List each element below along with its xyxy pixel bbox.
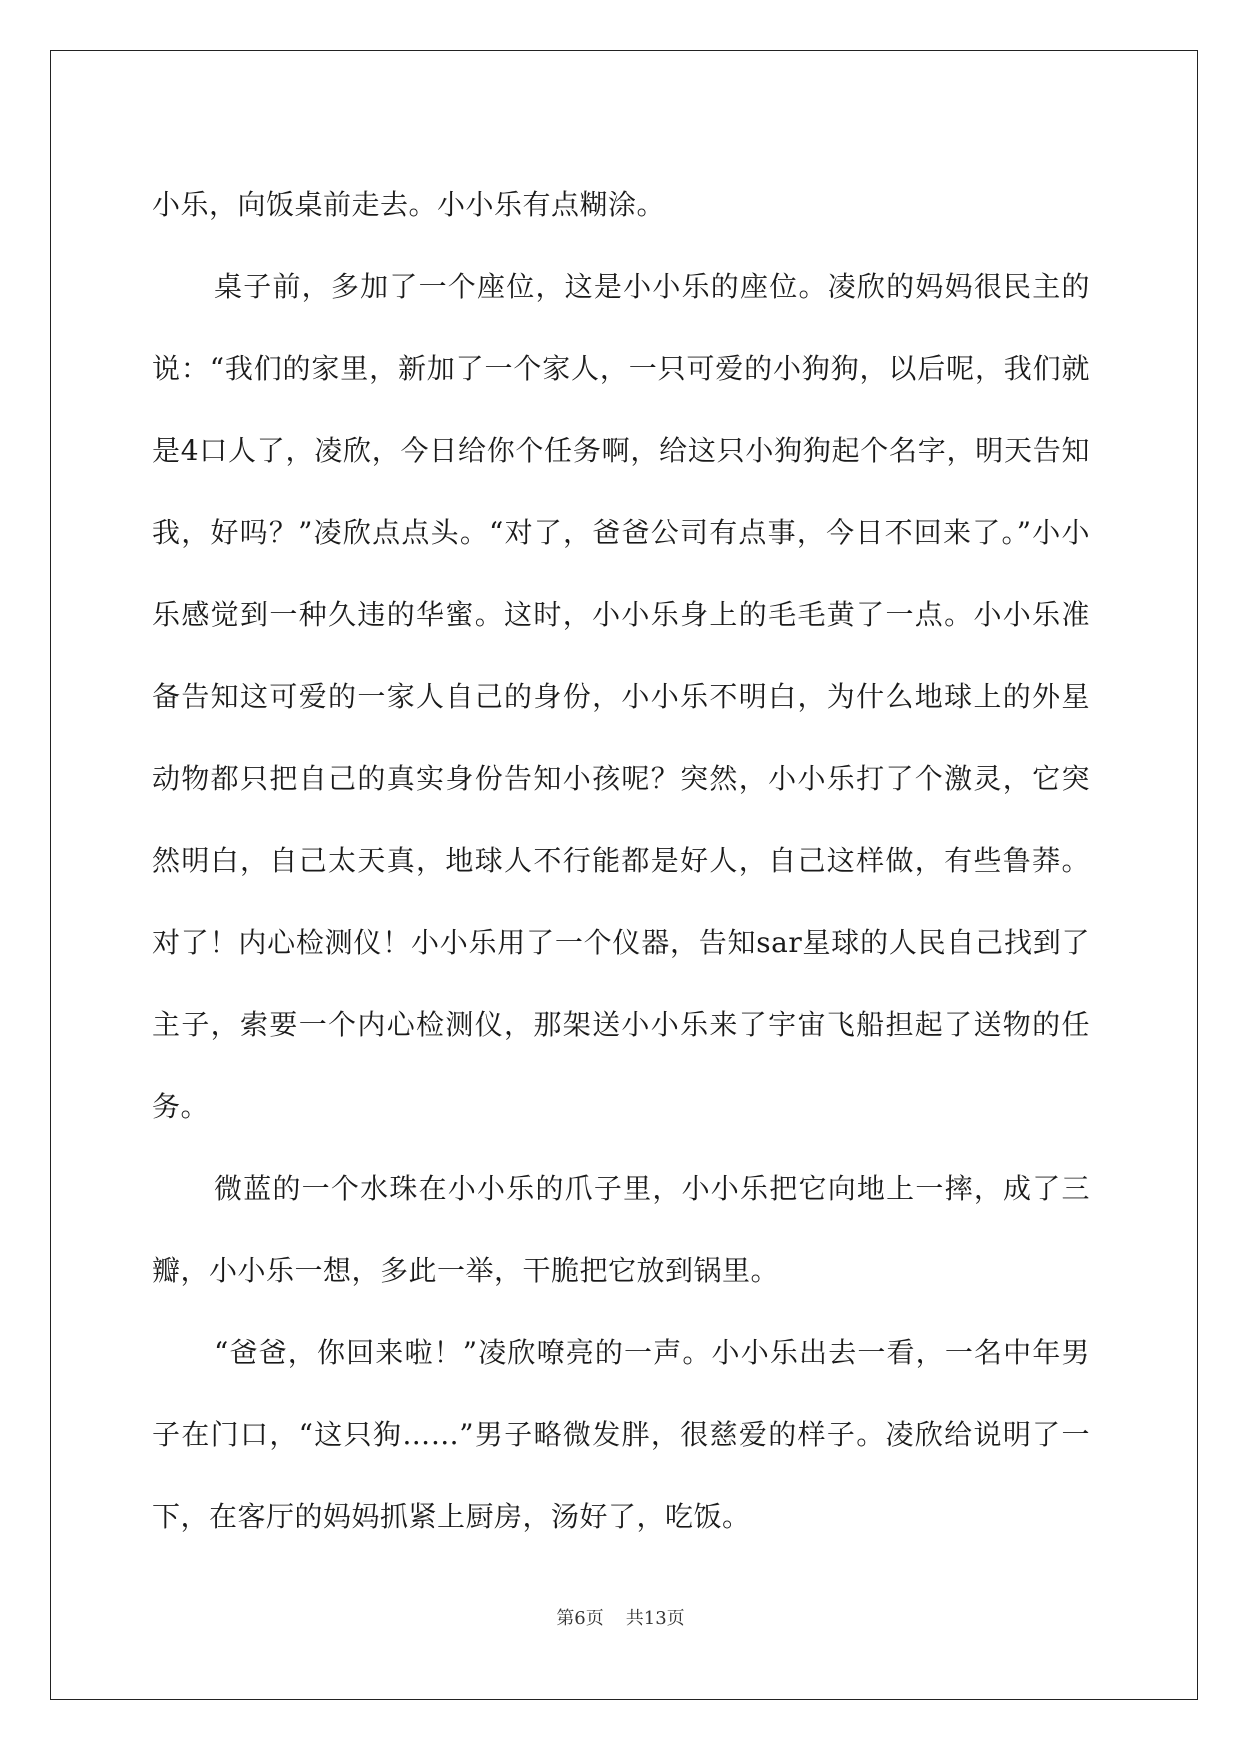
paragraph-2: 桌子前，多加了一个座位，这是小小乐的座位。凌欣的妈妈很民主的说：“我们的家里，新加了一个家人，一只可爱的小狗狗，以后呢，我们就是4口人了，凌欣，今日给你个任务啊，给这只小狗狗起个名字，明天告知我，好吗？”凌欣点点头。“对了，爸爸公司有点事，今日不回来了。”小小乐感觉到一种久违的华蜜。这时，小小乐身上的毛毛黄了一点。小小乐准备告知这可爱的一家人自己的身份，小小乐不明白，为什么地球上的外星动物都只把自己的真实身份告知小孩呢？突然，小小乐打了个激灵，它突然明白，自己太天真，地球人不行能都是好人，自己这样做，有些鲁莽。对了！内心检测仪！小小乐用了一个仪器，告知sar星球的人民自己找到了主子，索要一个内心检测仪，那架送小小乐来了宇宙飞船担起了送物的任务。 <box>152 270 1090 1123</box>
page-number-total: 共13页 <box>625 1608 685 1629</box>
page-footer <box>0 1607 1241 1631</box>
page-number-current: 第6页 <box>556 1608 604 1629</box>
paragraph-4: “爸爸，你回来啦！”凌欣嘹亮的一声。小小乐出去一看，一名中年男子在门口，“这只狗……”男子略微发胖，很慈爱的样子。凌欣给说明了一下，在客厅的妈妈抓紧上厨房，汤好了，吃饭。 <box>152 1336 1090 1533</box>
paragraph-3: 微蓝的一个水珠在小小乐的爪子里，小小乐把它向地上一摔，成了三瓣，小小乐一想，多此一举，干脆把它放到锅里。 <box>152 1172 1090 1287</box>
paragraph-1: 小乐，向饭桌前走去。小小乐有点糊涂。 <box>152 188 666 221</box>
document-body <box>152 164 1090 1558</box>
